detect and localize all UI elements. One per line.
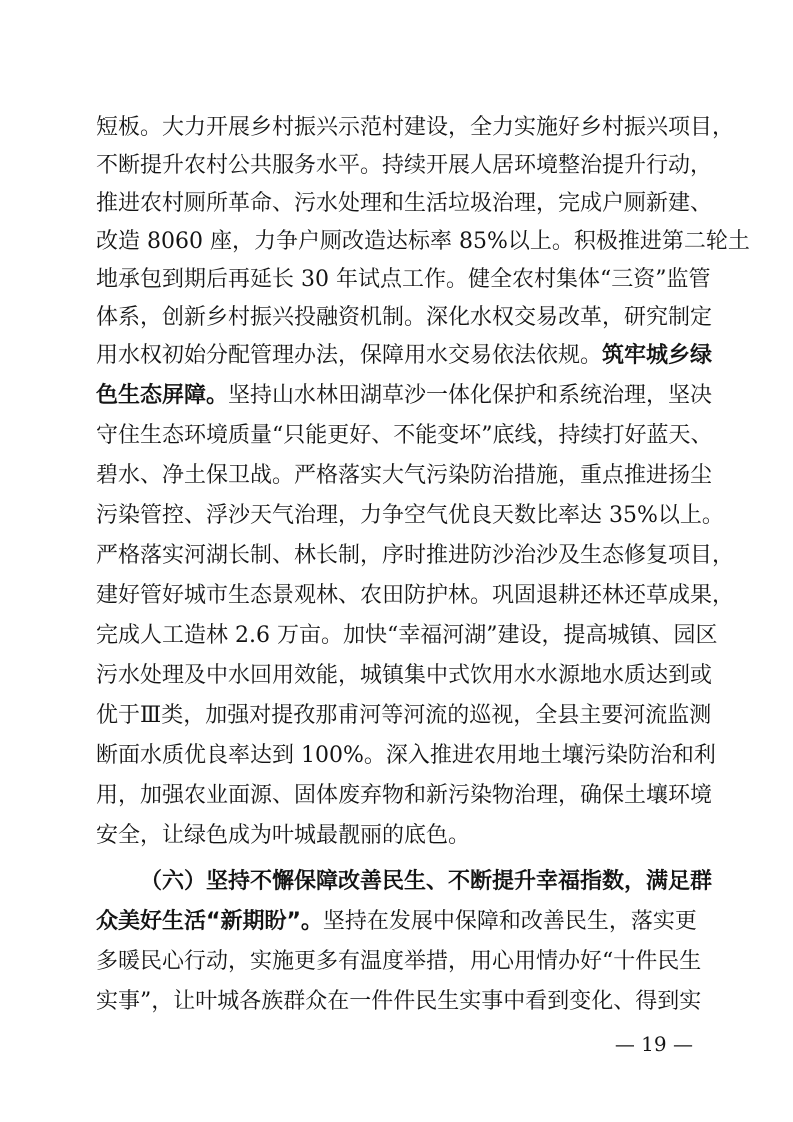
text-line: 守住生态环境质量“只能更好、不能变坏”底线，持续打好蓝天、 [96,423,713,448]
text-line: 污水处理及中水回用效能，城镇集中式饮用水水源地水质达到或 [96,663,713,688]
text-line: 严格落实河湖长制、林长制，序时推进防沙治沙及生态修复项目， [96,543,735,568]
text-line: 不断提升农村公共服务水平。持续开展人居环境整治提升行动， [96,153,713,178]
text-line: 安全，让绿色成为叶城最靓丽的底色。 [96,823,471,848]
text-line-mixed [96,376,713,416]
text-line: 多暖民心行动，实施更多有温度举措，用心用情办好“十件民生 [96,949,702,974]
text-line: 污染管控、浮沙天气治理，力争空气优良天数比率达 35%以上。 [96,503,724,528]
bold-heading-segment: 色生态屏障。 [96,383,229,408]
text-segment: 坚持山水林田湖草沙一体化保护和系统治理，坚决 [228,383,713,408]
text-line: 改造 8060 座，力争户厕改造达标率 85%以上。积极推进第二轮土 [96,229,750,254]
text-line: 短板。大力开展乡村振兴示范村建设，全力实施好乡村振兴项目， [96,115,735,140]
text-line: 体系，创新乡村振兴投融资机制。深化水权交易改革，研究制定 [96,305,713,330]
bold-heading-segment: 众美好生活“新期盼”。 [96,909,323,934]
text-line: 断面水质优良率达到 100%。深入推进农用地土壤污染防治和利 [96,743,716,768]
text-line: 实事”，让叶城各族群众在一件件民生实事中看到变化、得到实 [96,989,702,1014]
page-number: — 19 — [614,1032,693,1056]
text-line-mixed [96,902,696,942]
section-heading-line: （六）坚持不懈保障改善民生、不断提升幸福指数，满足群 [140,869,713,894]
text-line: 完成人工造林 2.6 万亩。加快“幸福河湖”建设，提高城镇、园区 [96,623,718,648]
text-line: 优于Ⅲ类，加强对提孜那甫河等河流的巡视，全县主要河流监测 [96,703,712,728]
text-line: 地承包到期后再延长 30 年试点工作。健全农村集体“三资”监管 [96,267,711,292]
text-segment: 用水权初始分配管理办法，保障用水交易依法依规。 [96,343,603,368]
text-line: 用，加强农业面源、固体废弃物和新污染物治理，确保土壤环境 [96,783,713,808]
text-line-mixed [96,336,713,376]
text-line: 建好管好城市生态景观林、农田防护林。巩固退耕还林还草成果， [96,583,735,608]
text-line: 推进农村厕所革命、污水处理和生活垃圾治理，完成户厕新建、 [96,191,713,216]
text-line: 碧水、净土保卫战。严格落实大气污染防治措施，重点推进扬尘 [96,463,713,488]
bold-heading-segment: 筑牢城乡绿 [602,343,713,368]
text-segment: 坚持在发展中保障和改善民生，落实更 [322,909,697,934]
